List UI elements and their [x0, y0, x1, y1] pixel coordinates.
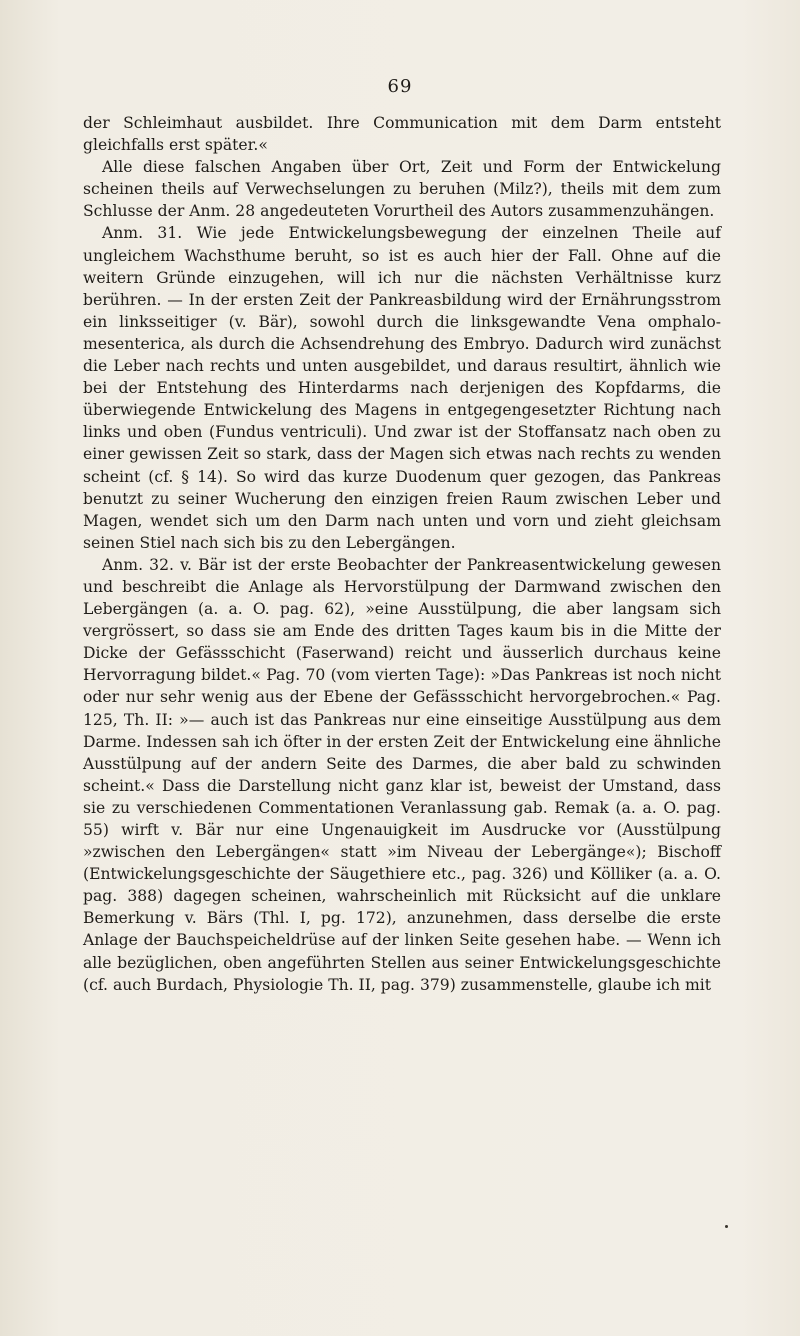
- page-body: [83, 112, 721, 996]
- paragraph-false-claims: Alle diese falschen Angaben über Ort, Zeit und Form der Entwickelung scheinen theils auf Verwechselungen zu beruhen (Milz?), theils mit dem zum Schlusse der Anm. 28 angedeuteten Vorurtheil des Autors zusammenzuhängen.: [83, 158, 721, 221]
- paragraph-anm-31: Anm. 31. Wie jede Entwickelungsbewegung der einzelnen Theile auf ungleichem Wachsthume beruht, so ist es auch hier der Fall. Ohne auf die weitern Gründe einzugehen, will ich nur die nächsten Verhältnisse kurz berühren. — In der ersten Zeit der Pankreasbildung wird der Ernährungsstrom ein linksseitiger (v. Bär), sowohl durch die linksgewandte Vena omphalo-mesenterica, als durch die Achsendrehung des Embryo. Dadurch wird zunächst die Leber nach rechts und unten ausgebildet, und daraus resultirt, ähnlich wie bei der Entstehung des Hinterdarms nach derjenigen des Kopfdarms, die überwiegende Entwickelung des Magens in entgegengesetzter Richtung nach links und oben (Fundus ventriculi). Und zwar ist der Stoffansatz nach oben zu einer gewissen Zeit so stark, dass der Magen sich etwas nach rechts zu wenden scheint (cf. § 14). So wird das kurze Duodenum quer gezogen, das Pankreas benutzt zu seiner Wucherung den einzigen freien Raum zwischen Leber und Magen, wendet sich um den Darm nach unten und vorn und zieht gleichsam seinen Stiel nach sich bis zu den Lebergängen.: [83, 224, 721, 552]
- ink-speck: [725, 1225, 728, 1228]
- paragraph-anm-32: Anm. 32. v. Bär ist der erste Beobachter der Pankreasentwickelung gewesen und beschreibt die Anlage als Hervorstülpung der Darmwand zwischen den Lebergängen (a. a. O. pag. 62), »eine Ausstülpung, die aber langsam sich vergrössert, so dass sie am Ende des dritten Tages kaum bis in die Mitte der Dicke der Gefässschicht (Faserwand) reicht und äusserlich durchaus keine Hervorragung bildet.« Pag. 70 (vom vierten Tage): »Das Pankreas ist noch nicht oder nur sehr wenig aus der Ebene der Gefässschicht hervorgebrochen.« Pag. 125, Th. II: »— auch ist das Pankreas nur eine einseitige Ausstülpung aus dem Darme. Indessen sah ich öfter in der ersten Zeit der Entwickelung eine ähnliche Ausstülpung auf der andern Seite des Darmes, die aber bald zu schwinden scheint.« Dass die Darstellung nicht ganz klar ist, beweist der Umstand, dass sie zu verschiedenen Commentationen Veranlassung gab. Remak (a. a. O. pag. 55) wirft v. Bär nur eine Ungenauigkeit im Ausdrucke vor (Ausstülpung »zwischen den Lebergängen« statt »im Niveau der Lebergänge«); Bischoff (Entwickelungsgeschichte der Säugethiere etc., pag. 326) und Kölliker (a. a. O. pag. 388) dagegen scheinen, wahrscheinlich mit Rücksicht auf die unklare Bemerkung v. Bärs (Thl. I, pg. 172), anzunehmen, dass derselbe die erste Anlage der Bauchspeicheldrüse auf der linken Seite gesehen habe. — Wenn ich alle bezüglichen, oben angeführten Stellen aus seiner Entwickelungsgeschichte (cf. auch Burdach, Physiologie Th. II, pag. 379) zusammenstelle, glaube ich mit: [83, 555, 721, 994]
- page-number: 69: [387, 76, 413, 97]
- paragraph-continuation: der Schleimhaut ausbildet. Ihre Communication mit dem Darm entsteht gleichfalls erst später.«: [83, 114, 721, 155]
